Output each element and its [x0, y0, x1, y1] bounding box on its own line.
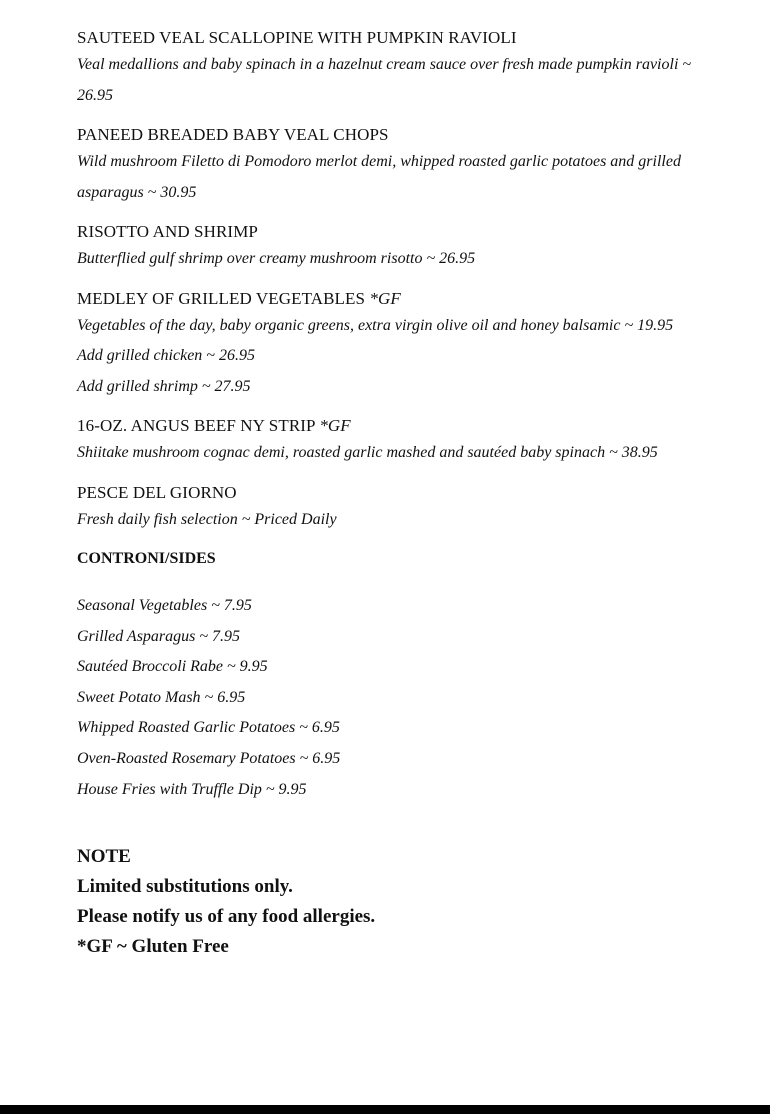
- side-item: Grilled Asparagus ~ 7.95: [77, 627, 241, 645]
- menu-item-addon: Add grilled shrimp ~ 27.95: [77, 377, 251, 395]
- menu-item: [77, 220, 717, 275]
- menu-item-title: [77, 123, 717, 147]
- dish-name: RISOTTO AND SHRIMP: [77, 222, 258, 241]
- dish-name: PANEED BREADED BABY VEAL CHOPS: [77, 125, 389, 144]
- menu-item-description: Veal medallions and baby spinach in a hazelnut cream sauce over fresh made pumpkin ravioli ~ 26.95: [77, 56, 692, 104]
- gluten-free-marker: *GF: [369, 288, 401, 308]
- menu-item: [77, 287, 717, 403]
- menu-item-description: Vegetables of the day, baby organic greens, extra virgin olive oil and honey balsamic ~ 19.95: [77, 316, 674, 334]
- note-block: [77, 842, 717, 962]
- side-item: Seasonal Vegetables ~ 7.95: [77, 597, 252, 614]
- note-heading: NOTE: [77, 846, 131, 868]
- menu-item-addon: Add grilled chicken ~ 26.95: [77, 347, 255, 364]
- menu-item-title: [77, 26, 717, 50]
- bottom-border-bar: [0, 1105, 770, 1114]
- menu-item-description: Butterflied gulf shrimp over creamy mushroom risotto ~ 26.95: [77, 250, 476, 267]
- side-item: House Fries with Truffle Dip ~ 9.95: [77, 780, 307, 798]
- menu-item-title: [77, 220, 717, 244]
- note-line: Limited substitutions only.: [77, 876, 293, 898]
- side-item: Whipped Roasted Garlic Potatoes ~ 6.95: [77, 719, 340, 737]
- menu-item-description: Wild mushroom Filetto di Pomodoro merlot demi, whipped roasted garlic potatoes and grilled asparagus ~ 30.95: [77, 153, 681, 201]
- gluten-free-marker: *GF: [319, 416, 351, 435]
- menu-page: [77, 26, 717, 962]
- sides-list: [77, 591, 717, 805]
- dish-name: SAUTEED VEAL SCALLOPINE WITH PUMPKIN RAVIOLI: [77, 28, 517, 47]
- menu-item: [77, 414, 717, 469]
- menu-item-title: [77, 414, 717, 438]
- dish-name: PESCE DEL GIORNO: [77, 482, 237, 502]
- menu-item: [77, 123, 717, 208]
- dish-name: 16-OZ. ANGUS BEEF NY STRIP: [77, 416, 315, 435]
- menu-item-description: Shiitake mushroom cognac demi, roasted garlic mashed and sautéed baby spinach ~ 38.95: [77, 444, 658, 461]
- side-item: Oven-Roasted Rosemary Potatoes ~ 6.95: [77, 749, 341, 767]
- note-line: Please notify us of any food allergies.: [77, 906, 376, 928]
- menu-item-description: Fresh daily fish selection ~ Priced Daily: [77, 510, 337, 528]
- dish-name: MEDLEY OF GRILLED VEGETABLES: [77, 288, 366, 308]
- side-item: Sweet Potato Mash ~ 6.95: [77, 688, 246, 706]
- note-line: *GF ~ Gluten Free: [77, 936, 229, 958]
- menu-item: [77, 481, 717, 536]
- side-item: Sautéed Broccoli Rabe ~ 9.95: [77, 658, 268, 676]
- menu-item-title: [77, 287, 717, 311]
- sides-heading: CONTRONI/SIDES: [77, 550, 216, 567]
- menu-item-title: [77, 481, 717, 505]
- menu-item: [77, 26, 717, 111]
